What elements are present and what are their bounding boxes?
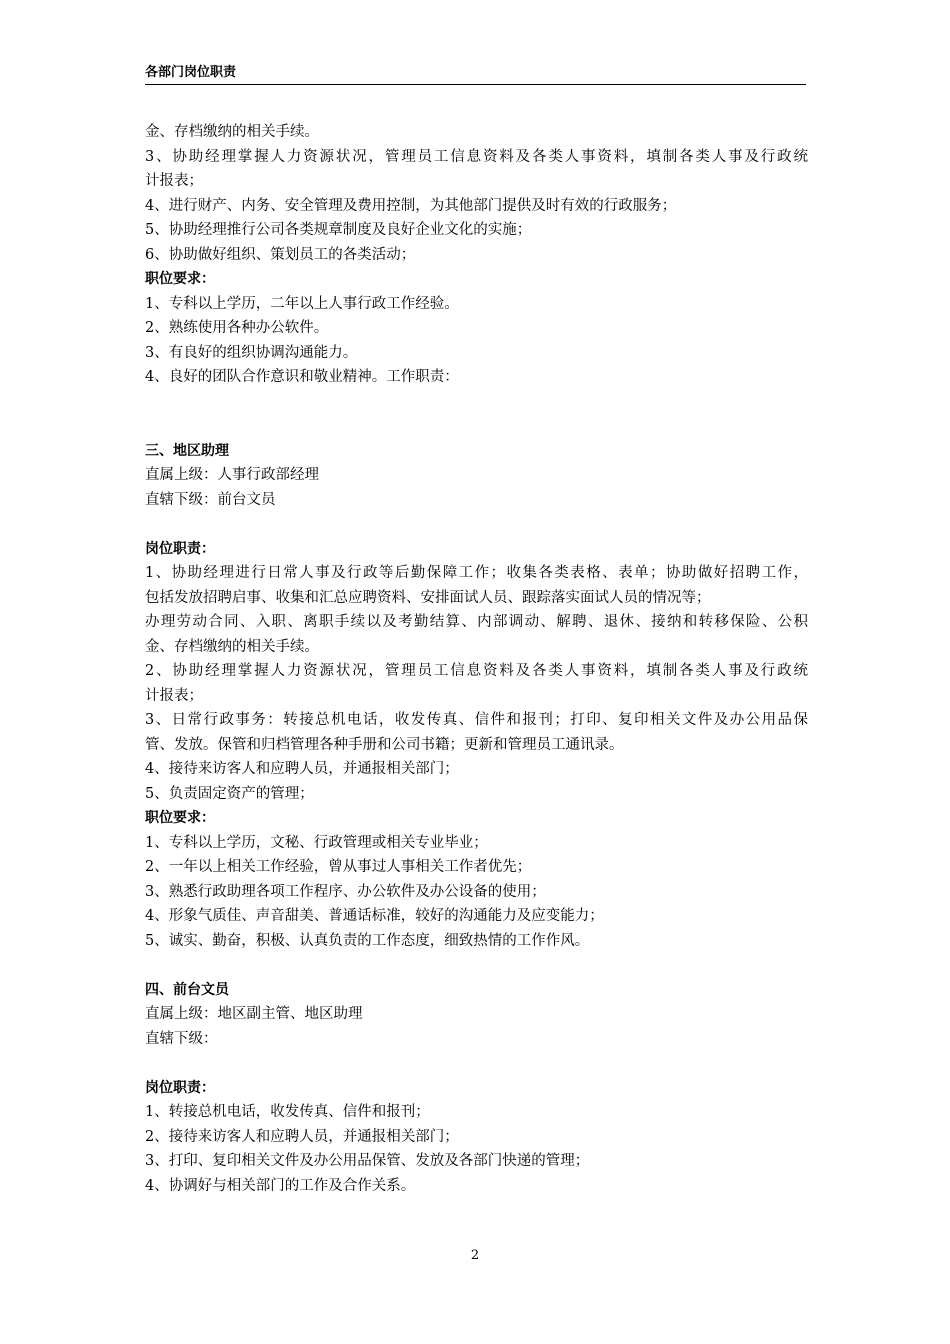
text-line: 计报表； xyxy=(145,173,203,189)
text-line: 直属上级：人事行政部经理 xyxy=(145,467,319,483)
text-line: 3、熟悉行政助理各项工作程序、办公软件及办公设备的使用； xyxy=(145,883,546,900)
text-line: 金、存档缴纳的相关手续。 xyxy=(145,638,319,655)
text-line: 4、接待来访客人和应聘人员，并通报相关部门； xyxy=(145,761,459,777)
text-line: 4、良好的团队合作意识和敬业精神。工作职责： xyxy=(145,369,459,385)
blank-line xyxy=(145,414,808,439)
text-line: 1、专科以上学历，二年以上人事行政工作经验。 xyxy=(145,295,459,312)
section-heading: 岗位职责： xyxy=(145,540,215,557)
text-line: 4、进行财产、内务、安全管理及费用控制，为其他部门提供及时有效的行政服务； xyxy=(145,197,677,214)
text-line: 1、专科以上学历，文秘、行政管理或相关专业毕业； xyxy=(145,834,488,851)
text-line: 直辖下级：前台文员 xyxy=(145,491,276,508)
blank-line xyxy=(145,512,808,537)
text-line: 2、熟练使用各种办公软件。 xyxy=(145,320,329,336)
blank-line xyxy=(145,390,808,415)
header-title: 各部门岗位职责 xyxy=(145,65,237,80)
text-line: 计报表； xyxy=(145,687,203,704)
blank-line xyxy=(145,953,808,978)
text-line: 2、接待来访客人和应聘人员，并通报相关部门； xyxy=(145,1128,459,1145)
text-line: 3、日常行政事务：转接总机电话，收发传真、信件和报刊；打印、复印相关文件及办公用品保 xyxy=(145,712,808,728)
text-line: 3、协助经理掌握人力资源状况，管理员工信息资料及各类人事资料，填制各类人事及行政统 xyxy=(145,148,808,165)
text-line: 2、一年以上相关工作经验，曾从事过人事相关工作者优先； xyxy=(145,859,532,875)
text-line: 4、协调好与相关部门的工作及合作关系。 xyxy=(145,1177,416,1194)
text-line: 5、负责固定资产的管理； xyxy=(145,785,314,802)
section-heading: 职位要求： xyxy=(145,810,215,826)
text-line: 1、转接总机电话，收发传真、信件和报刊； xyxy=(145,1104,430,1120)
text-line: 4、形象气质佳、声音甜美、普通话标准，较好的沟通能力及应变能力； xyxy=(145,908,604,924)
page-header xyxy=(145,64,806,85)
section-heading: 岗位职责： xyxy=(145,1079,215,1096)
section-heading: 四、前台文员 xyxy=(145,981,229,998)
section-heading: 三、地区助理 xyxy=(145,442,229,459)
text-line: 5、诚实、勤奋，积极、认真负责的工作态度，细致热情的工作作风。 xyxy=(145,932,590,949)
text-line: 办理劳动合同、入职、离职手续以及考勤结算、内部调动、解聘、退休、接纳和转移保险、公积 xyxy=(145,614,808,630)
text-line: 管、发放。保管和归档管理各种手册和公司书籍；更新和管理员工通讯录。 xyxy=(145,736,624,753)
text-line: 直辖下级： xyxy=(145,1030,218,1047)
text-line: 金、存档缴纳的相关手续。 xyxy=(145,124,319,140)
text-line: 直属上级：地区副主管、地区助理 xyxy=(145,1006,363,1022)
text-line: 6、协助做好组织、策划员工的各类活动； xyxy=(145,246,416,263)
blank-line xyxy=(145,1051,808,1076)
section-heading: 职位要求： xyxy=(145,271,215,287)
text-line: 3、有良好的组织协调沟通能力。 xyxy=(145,344,358,361)
text-line: 包括发放招聘启事、收集和汇总应聘资料、安排面试人员、跟踪落实面试人员的情况等； xyxy=(145,589,711,606)
text-line: 3、打印、复印相关文件及办公用品保管、发放及各部门快递的管理； xyxy=(145,1153,590,1169)
text-line: 1、协助经理进行日常人事及行政等后勤保障工作；收集各类表格、表单；协助做好招聘工作， xyxy=(145,565,808,581)
document-body xyxy=(145,120,808,1198)
page-number: 2 xyxy=(470,1248,480,1263)
text-line: 2、协助经理掌握人力资源状况，管理员工信息资料及各类人事资料，填制各类人事及行政统 xyxy=(145,663,808,679)
text-line: 5、协助经理推行公司各类规章制度及良好企业文化的实施； xyxy=(145,222,532,238)
